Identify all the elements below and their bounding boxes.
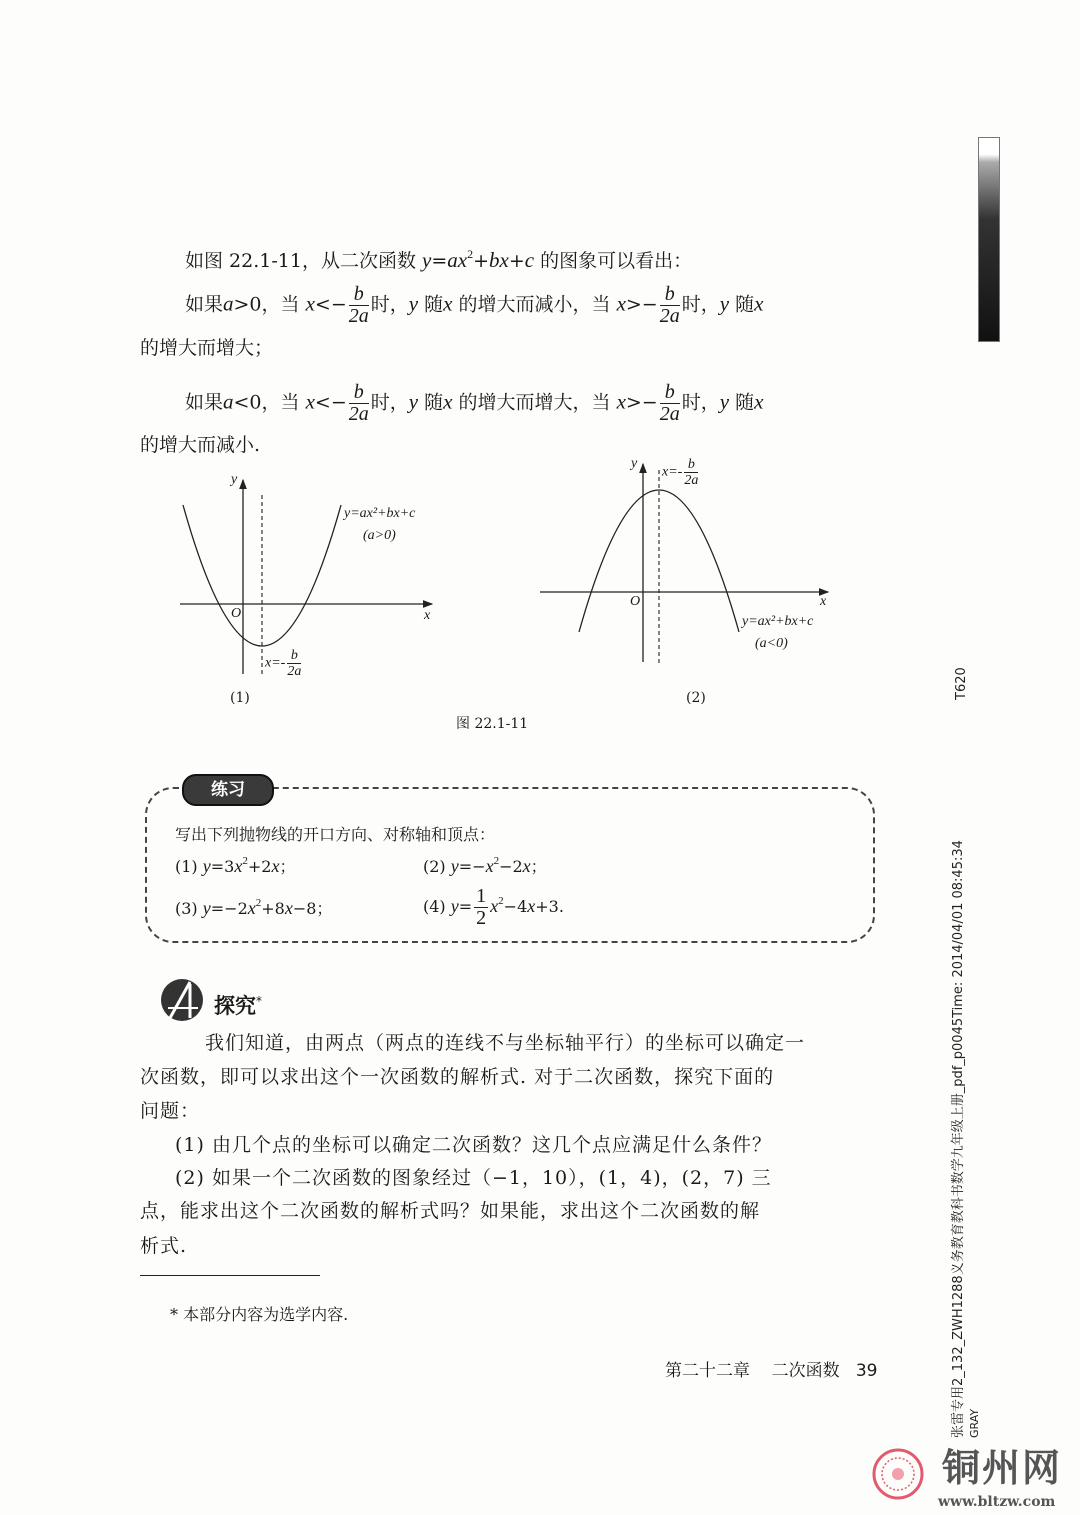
explore-line-3: 问题： xyxy=(140,1100,201,1122)
explore-icon xyxy=(160,978,206,1022)
math-variable: bx xyxy=(488,248,509,272)
math-variable: x xyxy=(522,856,531,876)
denominator: 2a xyxy=(659,305,680,327)
fig1-axis-fraction xyxy=(287,648,301,679)
math-variable: y xyxy=(450,896,459,916)
text-run: (4) xyxy=(423,897,451,916)
math-variable: x xyxy=(754,389,764,414)
text-run: 时， xyxy=(681,293,720,316)
watermark-url: www.bltzw.com xyxy=(938,1494,1056,1510)
text-run: ； xyxy=(530,857,547,876)
text-run: >0，当 xyxy=(233,293,306,316)
fig2-equation: y=ax²+bx+c xyxy=(742,614,814,629)
math-variable: y xyxy=(450,856,459,876)
explore-line-5: (2) 如果一个二次函数的图象经过（−1，10），(1，4)，(2，7) 三 xyxy=(175,1167,772,1189)
math-variable: x xyxy=(490,896,499,916)
math-variable: y xyxy=(202,856,211,876)
numerator: 1 xyxy=(476,885,487,907)
text-run: 的增大而减小，当 xyxy=(452,293,617,316)
text-run: <− xyxy=(314,293,347,316)
text-run: =− xyxy=(458,857,486,876)
text-run: 随 xyxy=(418,293,444,316)
fig1-condition: (a>0) xyxy=(363,528,396,543)
math-variable: a xyxy=(223,291,234,316)
fig1-y-label: y xyxy=(231,472,238,487)
footnote-rule xyxy=(140,1275,320,1276)
denominator: 2a xyxy=(684,473,699,488)
explore-title-mark: * xyxy=(256,994,262,1008)
text-run: 如果 xyxy=(185,293,224,316)
text-run: (3) xyxy=(175,899,203,918)
text-run: >− xyxy=(625,391,658,414)
math-variable: x xyxy=(527,896,536,916)
footer-chapter: 第二十二章 xyxy=(665,1361,750,1381)
watermark-seal-icon xyxy=(868,1446,928,1506)
text-run: ； xyxy=(279,857,296,876)
math-variable: y xyxy=(719,389,730,414)
math-variable: x xyxy=(485,856,494,876)
fig2-sublabel: (2) xyxy=(686,690,706,706)
math-variable: y xyxy=(408,389,419,414)
exercise-item-3 xyxy=(175,896,332,919)
scan-code: T620 xyxy=(954,667,969,700)
math-variable: x xyxy=(271,856,280,876)
page-footer xyxy=(665,1356,877,1381)
math-variable: y xyxy=(719,291,730,316)
explore-title xyxy=(214,990,262,1020)
exercise-badge: 练习 xyxy=(182,774,274,806)
numerator: b xyxy=(287,648,301,664)
text-run: 随 xyxy=(418,391,444,414)
denominator: 2a xyxy=(348,305,369,327)
watermark-title: 铜州网 xyxy=(942,1445,1063,1490)
explore-line-1: 我们知道，由两点（两点的连线不与坐标轴平行）的坐标可以确定一 xyxy=(205,1032,806,1054)
text-run: <0，当 xyxy=(233,391,306,414)
text-run: 如图 22.1-11，从二次函数 xyxy=(185,250,422,272)
numerator: b xyxy=(349,382,369,404)
text-run: 的增大而增大； xyxy=(140,337,274,359)
exercise-item-2 xyxy=(423,854,547,877)
figure-caption: 图 22.1-11 xyxy=(456,716,529,732)
fig1-origin-label: O xyxy=(231,606,242,621)
superscript: 2 xyxy=(242,855,248,867)
denominator: 2a xyxy=(659,403,680,425)
scan-stamp-line-1: 张雷专用2_132_ZWH1288义务教育教科书数学九年级上册_pdf_p0045Time: 2014/04/01 08:45:34 xyxy=(951,840,966,1438)
fig2-axis-prefix: x=- xyxy=(662,464,683,480)
superscript: 2 xyxy=(498,895,504,907)
numerator: b xyxy=(684,457,698,473)
text-run: 的增大而减小. xyxy=(140,434,261,456)
text-run: 时， xyxy=(370,293,409,316)
gray-scale-bar xyxy=(978,137,1000,342)
numerator: b xyxy=(349,284,369,306)
text-run: −8； xyxy=(292,899,333,918)
text-run: −4 xyxy=(503,897,528,916)
numerator: b xyxy=(660,382,680,404)
math-variable: x xyxy=(234,856,243,876)
fig1-equation: y=ax²+bx+c xyxy=(344,506,416,521)
text-run: <− xyxy=(314,391,347,414)
scan-stamp-line-2: GRAY xyxy=(968,1408,981,1438)
figure-2 xyxy=(540,464,828,665)
fig1-axis-prefix: x=- xyxy=(265,655,286,671)
denominator: 2 xyxy=(476,907,487,929)
math-variable: y xyxy=(202,898,211,918)
math-variable: x xyxy=(247,898,256,918)
math-variable: x xyxy=(443,291,453,316)
math-variable: x xyxy=(305,291,315,316)
superscript: 2 xyxy=(493,855,500,867)
fig2-y-label: y xyxy=(631,456,638,471)
math-variable: y xyxy=(421,248,432,272)
text-run: 随 xyxy=(729,391,755,414)
math-variable: ax xyxy=(447,248,468,272)
fraction xyxy=(474,886,488,929)
math-variable: a xyxy=(223,389,234,414)
explore-line-7: 析式. xyxy=(140,1235,188,1257)
fig2-origin-label: O xyxy=(630,594,641,609)
footnote: * 本部分内容为选学内容. xyxy=(170,1305,349,1324)
exercise-item-1 xyxy=(175,854,295,877)
explore-title-text: 探究 xyxy=(214,994,256,1018)
exercise-item-4 xyxy=(423,886,564,929)
superscript: 2 xyxy=(467,247,474,261)
math-variable: x xyxy=(443,389,453,414)
math-variable: x xyxy=(754,291,764,316)
denominator: 2a xyxy=(348,403,369,425)
fig1-axis-label xyxy=(265,648,303,679)
explore-line-2: 次函数，即可以求出这个一次函数的解析式. 对于二次函数，探究下面的 xyxy=(140,1066,775,1088)
text-run: =−2 xyxy=(210,899,248,918)
text-run: + xyxy=(508,250,525,272)
footer-title: 二次函数 xyxy=(771,1361,840,1381)
numerator: b xyxy=(660,284,680,306)
text-run: +2 xyxy=(247,857,272,876)
fig2-axis-label xyxy=(662,457,700,488)
page-number: 39 xyxy=(855,1361,878,1381)
text-run: = xyxy=(431,250,448,272)
text-run: 的增大而增大，当 xyxy=(452,391,617,414)
explore-line-6: 点，能求出这个二次函数的解析式吗？如果能，求出这个二次函数的解 xyxy=(140,1200,761,1222)
fig2-axis-fraction xyxy=(684,457,698,488)
fig2-condition: (a<0) xyxy=(755,636,788,651)
denominator: 2a xyxy=(287,664,302,679)
math-variable: x xyxy=(616,389,626,414)
explore-line-4: (1) 由几个点的坐标可以确定二次函数？这几个点应满足什么条件？ xyxy=(175,1134,772,1156)
math-variable: c xyxy=(524,248,535,272)
math-variable: x xyxy=(284,898,293,918)
text-run: (1) xyxy=(175,857,203,876)
math-variable: x xyxy=(616,291,626,316)
math-variable: y xyxy=(408,291,419,316)
exercise-prompt: 写出下列抛物线的开口方向、对称轴和顶点： xyxy=(175,825,496,844)
fig1-x-label: x xyxy=(424,608,431,623)
text-run: 时， xyxy=(370,391,409,414)
text-run: 如果 xyxy=(185,391,224,414)
text-run: (2) xyxy=(423,857,451,876)
text-run: 随 xyxy=(729,293,755,316)
fig1-sublabel: (1) xyxy=(230,690,250,706)
text-run: =3 xyxy=(210,857,235,876)
text-run: +3. xyxy=(535,897,564,916)
text-run: +8 xyxy=(261,899,285,918)
text-run: = xyxy=(458,897,473,916)
text-run: 时， xyxy=(681,391,720,414)
text-run: + xyxy=(473,250,489,272)
text-run: −2 xyxy=(499,857,523,876)
math-variable: x xyxy=(305,389,315,414)
fig2-x-label: x xyxy=(820,594,827,609)
superscript: 2 xyxy=(255,897,262,909)
text-run: >− xyxy=(625,293,658,316)
text-run: 的图象可以看出： xyxy=(534,250,693,272)
